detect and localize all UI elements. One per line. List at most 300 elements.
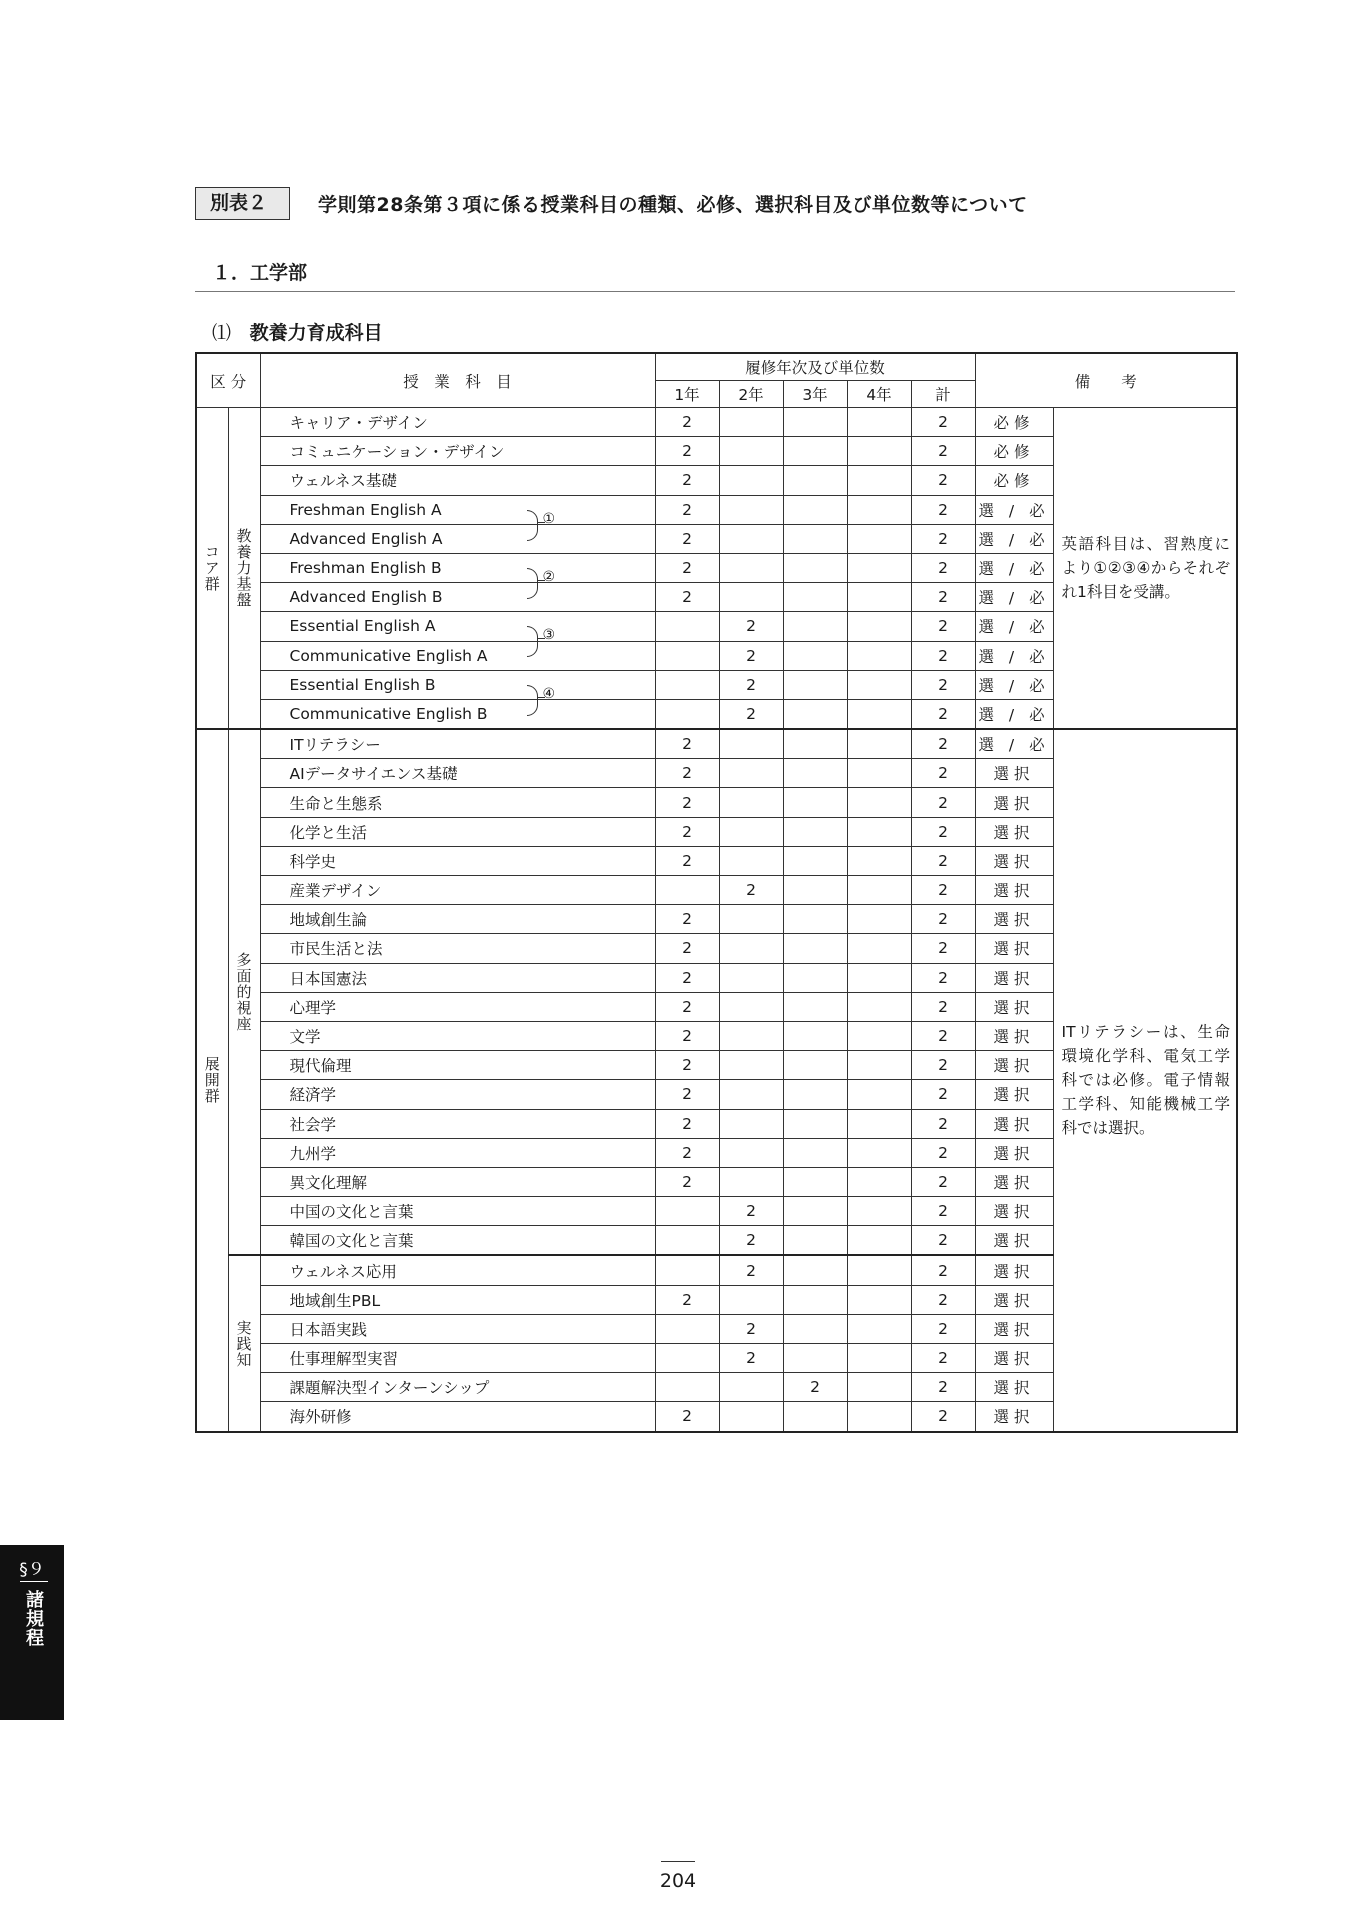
credit-y3 (783, 1080, 847, 1109)
requirement-cell: 選択 (975, 1197, 1053, 1226)
credit-total: 2 (911, 583, 975, 612)
requirement-cell: 選択 (975, 963, 1053, 992)
requirement-cell: 選択 (975, 876, 1053, 905)
credit-y2 (719, 1373, 783, 1402)
subject-cell (260, 934, 655, 963)
credit-total: 2 (911, 963, 975, 992)
credit-y3 (783, 1226, 847, 1256)
credit-total: 2 (911, 1255, 975, 1285)
credit-y2 (719, 495, 783, 524)
subject-name: Advanced English A (289, 529, 443, 548)
subject-cell (260, 699, 655, 729)
group-number: ③ (542, 627, 556, 644)
subject-cell (260, 788, 655, 817)
credit-y1 (655, 699, 719, 729)
credit-y1: 2 (655, 1080, 719, 1109)
header-credits: 履修年次及び単位数 (655, 353, 975, 381)
curriculum-table (195, 352, 1238, 1433)
credit-y4 (847, 788, 911, 817)
credit-total: 2 (911, 992, 975, 1021)
requirement-cell: 選択 (975, 1109, 1053, 1138)
requirement-cell: 選択 (975, 759, 1053, 788)
credit-y4 (847, 1109, 911, 1138)
requirement-cell: 選 / 必 (975, 524, 1053, 553)
credit-y1 (655, 641, 719, 670)
subject-name: 文学 (289, 1028, 321, 1047)
credit-y4 (847, 1138, 911, 1167)
subject-cell (260, 992, 655, 1021)
credit-total: 2 (911, 1285, 975, 1314)
credit-y3 (783, 934, 847, 963)
credit-y4 (847, 583, 911, 612)
subject-cell (260, 1373, 655, 1402)
credit-y4 (847, 408, 911, 437)
credit-y3 (783, 495, 847, 524)
subject-cell (260, 1080, 655, 1109)
credit-y1: 2 (655, 1167, 719, 1196)
credit-y1: 2 (655, 1138, 719, 1167)
credit-y3 (783, 905, 847, 934)
subject-cell (260, 1344, 655, 1373)
subsection-number: ⑴ (212, 322, 232, 344)
header-subject: 授 業 科 目 (260, 353, 655, 408)
subject-cell (260, 1285, 655, 1314)
subject-name: 科学史 (289, 852, 337, 871)
credit-y4 (847, 466, 911, 495)
credit-y4 (847, 876, 911, 905)
credit-y1: 2 (655, 788, 719, 817)
credit-total: 2 (911, 612, 975, 641)
credit-y4 (847, 1285, 911, 1314)
subject-name: 現代倫理 (289, 1057, 352, 1076)
subject-name: 日本語実践 (289, 1320, 368, 1339)
credit-y2 (719, 1402, 783, 1432)
credit-y4 (847, 1197, 911, 1226)
credit-total: 2 (911, 1167, 975, 1196)
subject-name: AIデータサイエンス基礎 (289, 765, 458, 784)
credit-y3 (783, 524, 847, 553)
page-number-rule (661, 1861, 695, 1862)
subject-cell (260, 641, 655, 670)
credit-y1 (655, 1373, 719, 1402)
credit-y2 (719, 1285, 783, 1314)
subject-name: 産業デザイン (289, 882, 382, 901)
section-tab-number: §９ (19, 1560, 45, 1580)
credit-total: 2 (911, 1402, 975, 1432)
subject-name: 課題解決型インターンシップ (289, 1379, 490, 1398)
credit-y1 (655, 1197, 719, 1226)
requirement-cell: 選択 (975, 1226, 1053, 1256)
credit-y2 (719, 1138, 783, 1167)
section-divider (195, 291, 1235, 292)
credit-y2: 2 (719, 1226, 783, 1256)
credit-total: 2 (911, 817, 975, 846)
subject-name: 異文化理解 (289, 1173, 368, 1192)
credit-y3 (783, 992, 847, 1021)
credit-y4 (847, 1226, 911, 1256)
credit-y4 (847, 729, 911, 759)
credit-y1: 2 (655, 1051, 719, 1080)
subject-cell (260, 1197, 655, 1226)
credit-y1 (655, 876, 719, 905)
credit-y3 (783, 1021, 847, 1050)
credit-total: 2 (911, 524, 975, 553)
credit-y2 (719, 1109, 783, 1138)
credit-y3 (783, 876, 847, 905)
subject-cell (260, 963, 655, 992)
credit-y2: 2 (719, 1197, 783, 1226)
subsection-title (212, 318, 383, 345)
credit-y2 (719, 466, 783, 495)
credit-y3 (783, 1314, 847, 1343)
group-development: 展開群 (196, 729, 228, 1432)
subject-cell (260, 583, 655, 612)
credit-y1 (655, 1255, 719, 1285)
credit-y3 (783, 583, 847, 612)
requirement-cell: 選 / 必 (975, 495, 1053, 524)
credit-y2 (719, 729, 783, 759)
credit-total: 2 (911, 699, 975, 729)
subject-name: 韓国の文化と言葉 (289, 1232, 414, 1251)
credit-y1 (655, 612, 719, 641)
credit-y4 (847, 1167, 911, 1196)
group-number: ② (542, 568, 556, 585)
group-number: ① (542, 510, 556, 527)
subgroup-perspectives: 多面的視座 (228, 729, 260, 1255)
requirement-cell: 選択 (975, 1138, 1053, 1167)
subject-name: 心理学 (289, 998, 337, 1017)
credit-y1: 2 (655, 934, 719, 963)
credit-total: 2 (911, 846, 975, 875)
credit-y3 (783, 641, 847, 670)
credit-y4 (847, 699, 911, 729)
credit-y1: 2 (655, 524, 719, 553)
requirement-cell: 必修 (975, 466, 1053, 495)
credit-y4 (847, 963, 911, 992)
requirement-cell: 選 / 必 (975, 670, 1053, 699)
credit-total: 2 (911, 729, 975, 759)
subject-cell (260, 437, 655, 466)
subject-name: コミュニケーション・デザイン (289, 443, 505, 462)
credit-y2 (719, 992, 783, 1021)
credit-y1 (655, 1314, 719, 1343)
credit-y4 (847, 759, 911, 788)
subject-name: 仕事理解型実習 (289, 1350, 399, 1369)
credit-total: 2 (911, 495, 975, 524)
credit-y2 (719, 1167, 783, 1196)
subject-cell (260, 1314, 655, 1343)
subject-name: ITリテラシー (289, 736, 381, 755)
credit-total: 2 (911, 1138, 975, 1167)
subject-name: Freshman English B (289, 559, 442, 578)
credit-y4 (847, 1314, 911, 1343)
credit-y4 (847, 553, 911, 582)
subject-name: Communicative English A (289, 646, 488, 665)
subject-name: 海外研修 (289, 1408, 352, 1427)
credit-y2 (719, 963, 783, 992)
table-row (196, 729, 1237, 759)
requirement-cell: 選 / 必 (975, 553, 1053, 582)
credit-y4 (847, 524, 911, 553)
credit-y3 (783, 466, 847, 495)
requirement-cell: 選択 (975, 1402, 1053, 1432)
credit-y3 (783, 699, 847, 729)
requirement-cell: 選択 (975, 1167, 1053, 1196)
subject-cell (260, 1021, 655, 1050)
credit-total: 2 (911, 553, 975, 582)
credit-y4 (847, 612, 911, 641)
subject-name: 地域創生論 (289, 911, 368, 930)
section-tab-label: 諸規程 (23, 1590, 44, 1647)
subject-cell (260, 1138, 655, 1167)
credit-y1: 2 (655, 729, 719, 759)
subject-cell (260, 670, 655, 702)
remark-development: ITリテラシーは、生命環境化学科、電気工学科では必修。電子情報工学科、知能機械工学科では選択。 (1053, 729, 1237, 1432)
credit-total: 2 (911, 876, 975, 905)
credit-y4 (847, 934, 911, 963)
subject-cell (260, 1402, 655, 1432)
credit-y1 (655, 1344, 719, 1373)
subject-cell (260, 1051, 655, 1080)
credit-y1: 2 (655, 466, 719, 495)
credit-y3 (783, 729, 847, 759)
credit-y3 (783, 553, 847, 582)
credit-y2: 2 (719, 612, 783, 641)
subgroup-practical: 実践知 (228, 1255, 260, 1431)
credit-y1: 2 (655, 495, 719, 524)
credit-y1: 2 (655, 963, 719, 992)
header-total: 計 (911, 381, 975, 408)
credit-y3 (783, 963, 847, 992)
credit-total: 2 (911, 1080, 975, 1109)
subject-cell (260, 553, 655, 585)
subject-cell (260, 524, 655, 553)
header-year-1: 1年 (655, 381, 719, 408)
appendix-badge: 別表２ (195, 187, 290, 220)
credit-y2 (719, 817, 783, 846)
credit-total: 2 (911, 1109, 975, 1138)
credit-y1: 2 (655, 553, 719, 582)
subject-cell (260, 1167, 655, 1196)
credit-total: 2 (911, 1314, 975, 1343)
credit-y1: 2 (655, 1021, 719, 1050)
subject-name: Advanced English B (289, 588, 443, 607)
requirement-cell: 選 / 必 (975, 729, 1053, 759)
group-core: コア群 (196, 408, 228, 730)
subgroup-core-foundation: 教養力基盤 (228, 408, 260, 730)
requirement-cell: 必修 (975, 437, 1053, 466)
credit-y2 (719, 905, 783, 934)
credit-y3 (783, 1285, 847, 1314)
credit-y4 (847, 846, 911, 875)
subject-name: Freshman English A (289, 500, 442, 519)
subject-name: Communicative English B (289, 704, 488, 723)
requirement-cell: 選択 (975, 1314, 1053, 1343)
subsection-label: 教養力育成科目 (249, 322, 383, 344)
credit-y3 (783, 817, 847, 846)
subject-name: 経済学 (289, 1086, 337, 1105)
credit-y2 (719, 788, 783, 817)
credit-y2: 2 (719, 1344, 783, 1373)
credit-y2 (719, 583, 783, 612)
credit-y4 (847, 905, 911, 934)
subject-cell (260, 1109, 655, 1138)
credit-y3 (783, 1344, 847, 1373)
header-category: 区 分 (196, 353, 260, 408)
requirement-cell: 選択 (975, 1080, 1053, 1109)
credit-y3 (783, 1167, 847, 1196)
credit-total: 2 (911, 408, 975, 437)
credit-total: 2 (911, 788, 975, 817)
credit-y2 (719, 553, 783, 582)
subject-cell (260, 876, 655, 905)
credit-y2 (719, 524, 783, 553)
credit-y3 (783, 1109, 847, 1138)
subject-cell (260, 612, 655, 644)
credit-y2: 2 (719, 699, 783, 729)
requirement-cell: 選択 (975, 992, 1053, 1021)
subject-cell (260, 817, 655, 846)
requirement-cell: 選択 (975, 1255, 1053, 1285)
subject-name: 日本国憲法 (289, 969, 368, 988)
credit-y2 (719, 934, 783, 963)
subject-name: 中国の文化と言葉 (289, 1203, 414, 1222)
credit-y3 (783, 1197, 847, 1226)
header-year-2: 2年 (719, 381, 783, 408)
subject-name: 九州学 (289, 1144, 337, 1163)
credit-y1: 2 (655, 1285, 719, 1314)
requirement-cell: 選択 (975, 1021, 1053, 1050)
credit-y1: 2 (655, 437, 719, 466)
credit-total: 2 (911, 759, 975, 788)
credit-total: 2 (911, 1197, 975, 1226)
credit-y4 (847, 1021, 911, 1050)
credit-y2 (719, 1080, 783, 1109)
credit-y3 (783, 1138, 847, 1167)
section-title: １．工学部 (212, 262, 308, 284)
subject-name: 化学と生活 (289, 823, 368, 842)
subject-cell (260, 1226, 655, 1256)
credit-y3 (783, 670, 847, 699)
subject-cell (260, 495, 655, 527)
requirement-cell: 選 / 必 (975, 641, 1053, 670)
credit-total: 2 (911, 934, 975, 963)
group-number: ④ (542, 685, 556, 702)
credit-y4 (847, 1344, 911, 1373)
credit-y3 (783, 1255, 847, 1285)
section-tab (0, 1545, 64, 1720)
subject-cell (260, 408, 655, 437)
credit-y4 (847, 1051, 911, 1080)
requirement-cell: 選 / 必 (975, 583, 1053, 612)
header-remarks: 備 考 (975, 353, 1237, 408)
credit-y1 (655, 1226, 719, 1256)
subject-cell (260, 846, 655, 875)
subject-name: 市民生活と法 (289, 940, 383, 959)
subject-name: ウェルネス応用 (289, 1262, 397, 1281)
heading (195, 187, 1028, 220)
requirement-cell: 選択 (975, 1373, 1053, 1402)
requirement-cell: 必修 (975, 408, 1053, 437)
subject-name: Essential English A (289, 617, 436, 636)
credit-total: 2 (911, 1344, 975, 1373)
credit-y2 (719, 408, 783, 437)
requirement-cell: 選択 (975, 1051, 1053, 1080)
credit-y4 (847, 1080, 911, 1109)
credit-y2 (719, 437, 783, 466)
credit-total: 2 (911, 670, 975, 699)
header-year-4: 4年 (847, 381, 911, 408)
subject-cell (260, 905, 655, 934)
credit-y1: 2 (655, 992, 719, 1021)
table-body (196, 408, 1237, 1432)
credit-y1: 2 (655, 408, 719, 437)
page-title: 学則第28条第３項に係る授業科目の種類、必修、選択科目及び単位数等について (318, 194, 1028, 216)
credit-y1: 2 (655, 846, 719, 875)
credit-y2 (719, 846, 783, 875)
subject-cell (260, 729, 655, 759)
credit-y1: 2 (655, 583, 719, 612)
credit-y1: 2 (655, 1402, 719, 1432)
subject-name: 社会学 (289, 1115, 337, 1134)
table-row (196, 408, 1237, 437)
subject-name: キャリア・デザイン (289, 414, 428, 433)
credit-y4 (847, 1255, 911, 1285)
requirement-cell: 選択 (975, 817, 1053, 846)
credit-total: 2 (911, 466, 975, 495)
credit-y4 (847, 641, 911, 670)
requirement-cell: 選択 (975, 905, 1053, 934)
subject-cell (260, 759, 655, 788)
credit-total: 2 (911, 1226, 975, 1256)
section-tab-divider (20, 1581, 48, 1582)
credit-total: 2 (911, 905, 975, 934)
page-number: 204 (659, 1870, 697, 1892)
credit-y4 (847, 992, 911, 1021)
subject-cell (260, 1255, 655, 1285)
requirement-cell: 選択 (975, 788, 1053, 817)
credit-y3 (783, 612, 847, 641)
credit-y2 (719, 1051, 783, 1080)
credit-total: 2 (911, 1051, 975, 1080)
credit-y3 (783, 437, 847, 466)
requirement-cell: 選択 (975, 846, 1053, 875)
credit-y3 (783, 846, 847, 875)
requirement-cell: 選択 (975, 934, 1053, 963)
requirement-cell: 選 / 必 (975, 612, 1053, 641)
credit-y2 (719, 759, 783, 788)
credit-y4 (847, 817, 911, 846)
subject-name: 地域創生PBL (289, 1291, 381, 1310)
credit-total: 2 (911, 437, 975, 466)
credit-total: 2 (911, 1021, 975, 1050)
credit-y2: 2 (719, 641, 783, 670)
credit-y1: 2 (655, 1109, 719, 1138)
credit-y2: 2 (719, 1255, 783, 1285)
credit-y3 (783, 1051, 847, 1080)
credit-y1: 2 (655, 817, 719, 846)
credit-y4 (847, 1402, 911, 1432)
credit-y4 (847, 437, 911, 466)
credit-y3 (783, 408, 847, 437)
subject-name: ウェルネス基礎 (289, 472, 397, 491)
requirement-cell: 選択 (975, 1344, 1053, 1373)
credit-y2: 2 (719, 876, 783, 905)
header-year-3: 3年 (783, 381, 847, 408)
credit-y4 (847, 1373, 911, 1402)
subject-name: Essential English B (289, 675, 436, 694)
requirement-cell: 選択 (975, 1285, 1053, 1314)
